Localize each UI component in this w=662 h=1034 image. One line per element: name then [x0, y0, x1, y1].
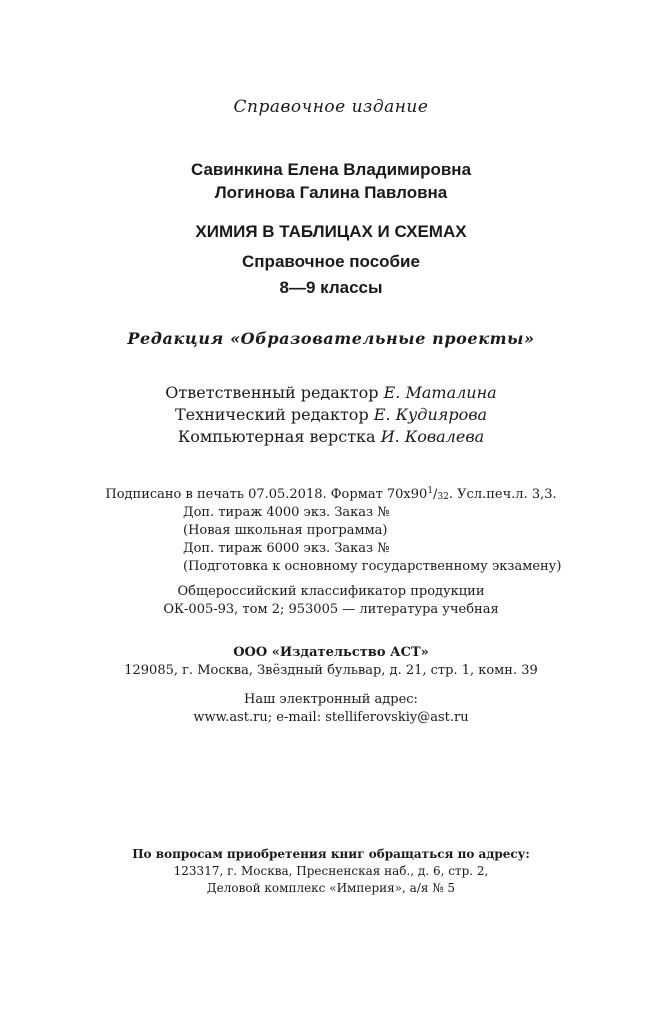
imprint-line: (Подготовка к основному государственному экзамену): [183, 559, 562, 574]
edition-type: Справочное издание: [233, 97, 429, 117]
contact-value: www.ast.ru; e-mail: stelliferovskiy@ast.ru: [193, 710, 469, 725]
imprint-line: Доп. тираж 6000 экз. Заказ №: [183, 541, 390, 556]
format-slash: /: [433, 487, 438, 502]
credit-line-1: [0, 383, 662, 402]
purchase-line-1: 123317, г. Москва, Пресненская наб., д. 6, стр. 2,: [173, 864, 489, 878]
book-grades: 8—9 классы: [279, 278, 383, 297]
classifier-line-2: ОК-005-93, том 2; 953005 — литература учебная: [163, 602, 499, 617]
format-numerator: 1: [427, 486, 434, 496]
credit-line-3: [0, 427, 662, 446]
purchase-heading: По вопросам приобретения книг обращаться по адресу:: [132, 847, 530, 861]
publisher-name: ООО «Издательство АСТ»: [233, 645, 429, 660]
imprint-signed-prefix: Подписано в печать 07.05.2018. Формат 70х90: [105, 487, 428, 502]
purchase-line-2: Деловой комплекс «Империя», а/я № 5: [206, 881, 456, 895]
credit-name: Е. Кудиярова: [373, 405, 488, 424]
credit-role: Ответственный редактор: [165, 383, 379, 402]
book-subtitle: Справочное пособие: [242, 252, 420, 271]
imprint-line: (Новая школьная программа): [183, 523, 388, 538]
imprint-line: Доп. тираж 4000 экз. Заказ №: [183, 505, 390, 520]
credit-role: Компьютерная верстка: [177, 427, 376, 446]
classifier-line-1: Общероссийский классификатор продукции: [177, 584, 485, 599]
credit-name: И. Ковалева: [380, 427, 485, 446]
imprint-signed: [0, 486, 662, 502]
editorial-line: Редакция «Образовательные проекты»: [127, 329, 535, 348]
author-1: Савинкина Елена Владимировна: [190, 160, 472, 179]
credit-role: Технический редактор: [174, 405, 369, 424]
contact-label: Наш электронный адрес:: [244, 692, 418, 707]
author-2: Логинова Галина Павловна: [214, 183, 448, 202]
credit-line-2: [0, 405, 662, 424]
imprint-signed-suffix: . Усл.печ.л. 3,3.: [448, 487, 557, 502]
book-title: ХИМИЯ В ТАБЛИЦАХ И СХЕМАХ: [195, 222, 467, 241]
format-denominator: 32: [437, 492, 449, 502]
credit-name: Е. Маталина: [383, 383, 497, 402]
publisher-address: 129085, г. Москва, Звёздный бульвар, д. 21, стр. 1, комн. 39: [124, 663, 538, 678]
imprint-block: [183, 504, 561, 576]
